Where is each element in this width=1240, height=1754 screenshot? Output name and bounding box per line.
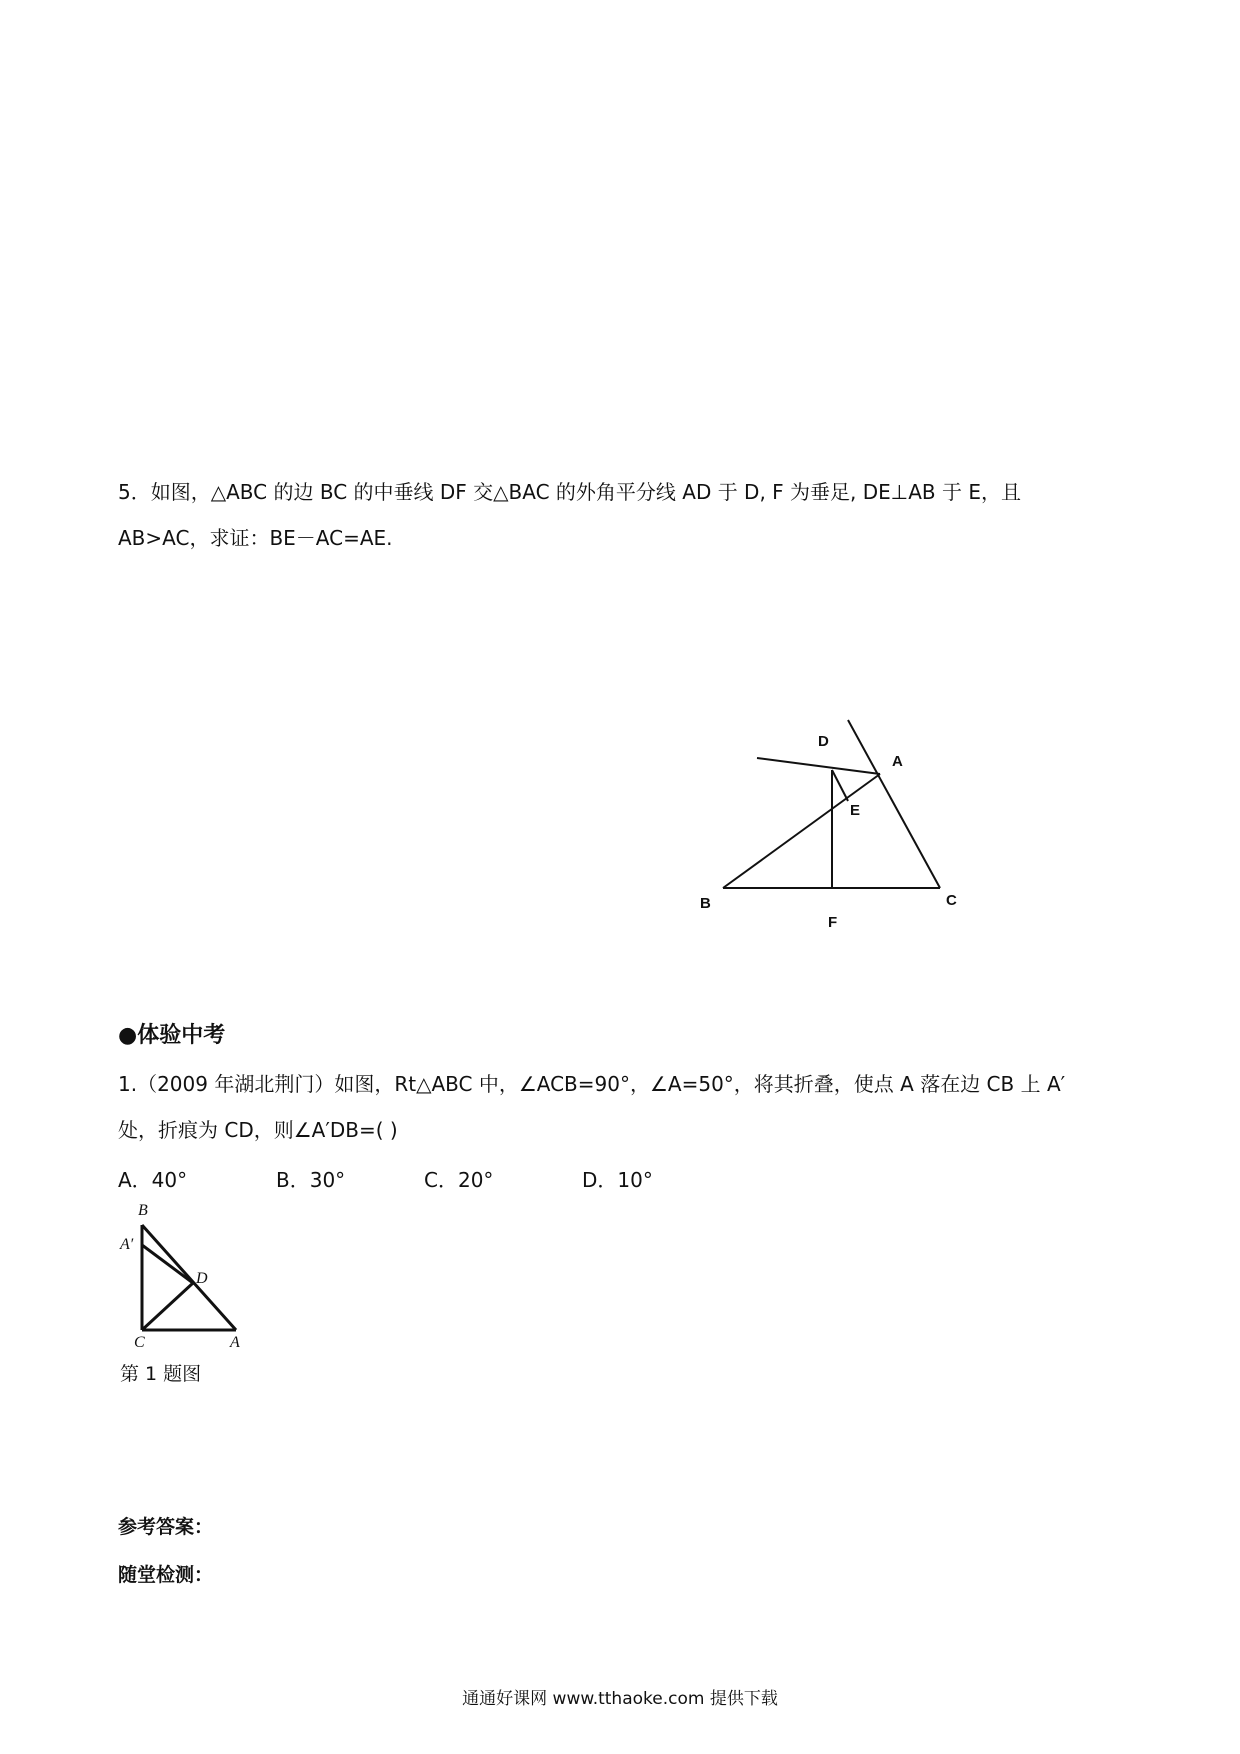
option-b: B．30° [276, 1168, 346, 1192]
option-c: C．20° [424, 1168, 494, 1192]
label-point-b: B [138, 1202, 148, 1219]
page-footer: 通通好课网 www.tthaoke.com 提供下载 [462, 1689, 778, 1709]
question1-line1: 1.（2009 年湖北荆门）如图，Rt△ABC 中，∠ACB=90°，∠A=50°，将其折叠，使点 A 落在边 CB 上 A′ [118, 1072, 1066, 1096]
label-point-a-prime: A′ [120, 1236, 134, 1253]
option-d: D．10° [582, 1168, 653, 1192]
section-title: ●体验中考 [118, 1023, 226, 1048]
label-point-d: D [818, 733, 829, 750]
question1-line2: 处，折痕为 CD，则∠A′DB=( ) [118, 1118, 398, 1142]
segment-ba [142, 1225, 236, 1330]
segment-ba [723, 774, 880, 888]
label-point-f: F [828, 914, 838, 931]
answers-label: 参考答案： [118, 1516, 214, 1538]
segment-de [832, 770, 848, 801]
figure-caption: 第 1 题图 [120, 1363, 202, 1385]
label-point-d: D [196, 1270, 208, 1287]
label-point-c: C [134, 1334, 145, 1351]
label-point-a: A [230, 1334, 240, 1351]
option-a: A．40° [118, 1168, 188, 1192]
label-point-e: E [850, 802, 861, 819]
checks-label: 随堂检测： [118, 1564, 214, 1586]
segment-a-prime-d [142, 1245, 193, 1283]
line-ac-extended [848, 720, 940, 888]
problem5-line1: 5．如图，△ABC 的边 BC 的中垂线 DF 交△BAC 的外角平分线 AD 于 D, F 为垂足, DE⊥AB 于 E，且 [118, 480, 1021, 504]
segment-cd [142, 1283, 193, 1330]
label-point-a: A [892, 753, 903, 770]
problem5-line2: AB>AC，求证：BE－AC=AE. [118, 526, 393, 550]
label-point-c: C [946, 892, 957, 909]
line-da-bisector [757, 758, 880, 774]
label-point-b: B [700, 895, 711, 912]
